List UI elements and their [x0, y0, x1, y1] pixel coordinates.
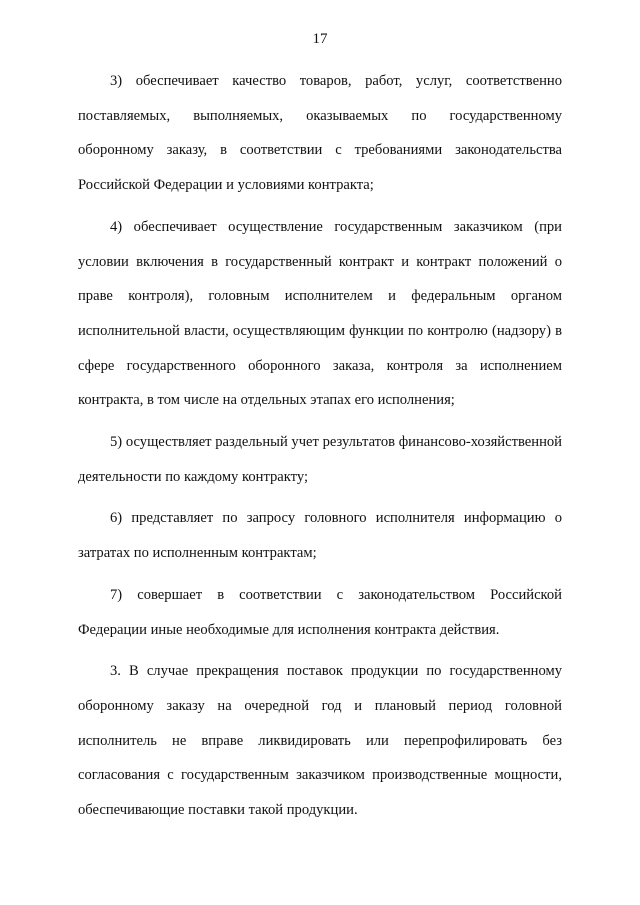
- paragraph-item-3: 3) обеспечивает качество товаров, работ, услуг, соответственно поставляемых, выполняемых, оказываемых по государственному оборонному заказу, в соответствии с требованиями законодательства Российской Федерации и условиями контракта;: [78, 73, 562, 194]
- document-body: [78, 64, 562, 828]
- paragraph-item-6: 6) представляет по запросу головного исполнителя информацию о затратах по исполненным контрактам;: [78, 510, 562, 562]
- paragraph-item-5: 5) осуществляет раздельный учет результатов финансово-хозяйственной деятельности по каждому контракту;: [78, 434, 562, 485]
- paragraph-item-7: 7) совершает в соответствии с законодательством Российской Федерации иные необходимые для исполнения контракта действия.: [78, 586, 562, 638]
- paragraph-item-4: 4) обеспечивает осуществление государственным заказчиком (при условии включения в государственный контракт и контракт положений о праве контроля), головным исполнителем и федеральным органом исполнительной власти, осуществляющим функции по контролю (надзору) в сфере государственного оборонного заказа, контроля за исполнением контракта, в том числе на отдельных этапах его исполнения;: [78, 218, 562, 409]
- page-number: 17: [312, 31, 328, 47]
- paragraph-clause-3: 3. В случае прекращения поставок продукции по государственному оборонному заказу на очередной год и плановый период головной исполнитель не вправе ликвидировать или перепрофилировать без согласования с государственным заказчиком производственные мощности, обеспечивающие поставки такой продукции.: [78, 663, 562, 819]
